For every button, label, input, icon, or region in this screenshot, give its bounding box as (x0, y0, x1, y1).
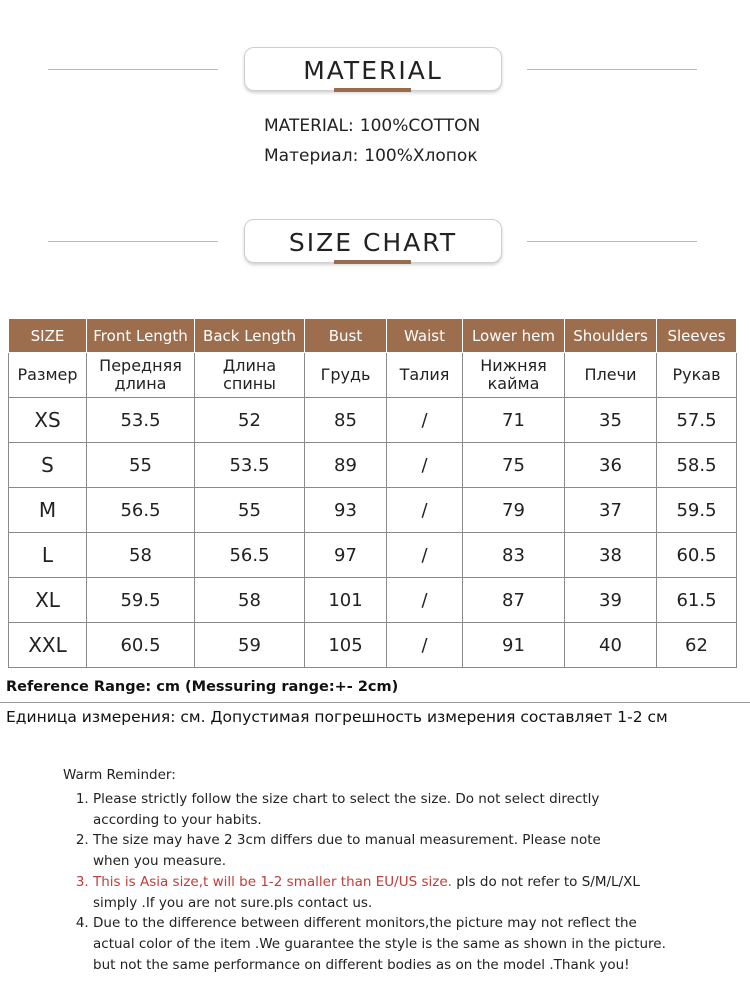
table-cell: 91 (463, 623, 565, 668)
table-cell: 97 (305, 533, 387, 578)
reminder-item (93, 913, 666, 975)
reminder-text: Please strictly follow the size chart to select the size. Do not select directly (93, 791, 600, 807)
table-row (9, 578, 737, 623)
table-cell: 85 (305, 398, 387, 443)
reminder-list (63, 789, 666, 975)
header-cell: SIZE (9, 319, 87, 353)
table-cell: 38 (565, 533, 657, 578)
table-cell: 37 (565, 488, 657, 533)
table-row (9, 488, 737, 533)
table-cell: 40 (565, 623, 657, 668)
table-cell: / (387, 443, 463, 488)
table-cell: 55 (87, 443, 195, 488)
reminder-text-cont: simply .If you are not sure.pls contact us. (93, 894, 373, 911)
size-cell: XL (9, 578, 87, 623)
divider-left (48, 69, 218, 70)
size-cell: XXL (9, 623, 87, 668)
table-cell: 60.5 (87, 623, 195, 668)
header-cell-ru: Плечи (565, 353, 657, 398)
table-cell: 62 (657, 623, 737, 668)
table-cell: 55 (195, 488, 305, 533)
table-cell: 105 (305, 623, 387, 668)
table-cell: 71 (463, 398, 565, 443)
table-cell: 53.5 (87, 398, 195, 443)
reminder-text: pls do not refer to S/M/L/XL (451, 873, 640, 890)
material-section-header (0, 47, 750, 97)
material-label-ru: Материал: (264, 146, 359, 166)
reminder-text-cont: but not the same performance on different bodies as on the model .Thank you! (93, 956, 630, 973)
size-chart-section-header (0, 219, 750, 269)
reference-range-ru: Единица измерения: см. Допустимая погрешность измерения составляет 1-2 см (6, 708, 668, 726)
table-header-row-ru (9, 353, 737, 398)
warm-reminder (63, 767, 666, 975)
header-cell: Front Length (87, 319, 195, 353)
table-cell: 59 (195, 623, 305, 668)
size-cell: XS (9, 398, 87, 443)
header-cell: Back Length (195, 319, 305, 353)
material-value-ru: 100%Хлопок (364, 146, 478, 166)
table-cell: 53.5 (195, 443, 305, 488)
reminder-item (93, 789, 666, 830)
reminder-text: Due to the difference between different monitors,the picture may not reflect the (93, 915, 637, 932)
table-cell: 59.5 (657, 488, 737, 533)
table-cell: 58 (87, 533, 195, 578)
title-accent-bar (334, 88, 411, 92)
reminder-title: Warm Reminder: (63, 767, 176, 783)
header-cell-ru: Талия (387, 353, 463, 398)
size-cell: L (9, 533, 87, 578)
size-chart-table (8, 318, 737, 668)
header-cell-ru: Рукав (657, 353, 737, 398)
material-title: MATERIAL (303, 56, 443, 85)
table-cell: / (387, 398, 463, 443)
material-label: MATERIAL: (264, 116, 354, 136)
table-cell: 59.5 (87, 578, 195, 623)
table-cell: 39 (565, 578, 657, 623)
title-accent-bar (334, 260, 411, 264)
table-cell: 75 (463, 443, 565, 488)
header-cell: Sleeves (657, 319, 737, 353)
size-chart-title: SIZE CHART (288, 228, 458, 257)
header-cell-ru: Нижняя кайма (463, 353, 565, 398)
size-cell: S (9, 443, 87, 488)
header-cell: Shoulders (565, 319, 657, 353)
size-cell: M (9, 488, 87, 533)
reminder-text-cont: actual color of the item .We guarantee the style is the same as shown in the picture. (93, 935, 666, 952)
table-cell: 58.5 (657, 443, 737, 488)
reference-range-en: Reference Range: cm (Messuring range:+- 2cm) (6, 679, 399, 695)
table-cell: 52 (195, 398, 305, 443)
size-chart-title-pill (244, 219, 502, 263)
header-cell: Waist (387, 319, 463, 353)
reminder-item (93, 830, 666, 871)
material-line-ru (264, 146, 478, 166)
header-cell-ru: Длина спины (195, 353, 305, 398)
table-header-row (9, 319, 737, 353)
table-cell: 89 (305, 443, 387, 488)
material-value: 100%COTTON (359, 116, 481, 136)
table-cell: 35 (565, 398, 657, 443)
header-cell-ru: Размер (9, 353, 87, 398)
table-cell: / (387, 623, 463, 668)
table-cell: 60.5 (657, 533, 737, 578)
reminder-warning-text: This is Asia size,t will be 1-2 smaller than EU/US size. (93, 873, 452, 890)
table-cell: 83 (463, 533, 565, 578)
table-cell: / (387, 488, 463, 533)
reminder-text-cont: according to your habits. (93, 811, 262, 828)
table-cell: 101 (305, 578, 387, 623)
header-cell-ru: Грудь (305, 353, 387, 398)
reminder-text: The size may have 2 3cm differs due to manual measurement. Please note (93, 832, 601, 849)
reminder-text-cont: when you measure. (93, 853, 227, 870)
table-cell: 56.5 (195, 533, 305, 578)
table-cell: 87 (463, 578, 565, 623)
header-cell: Lower hem (463, 319, 565, 353)
reminder-item (93, 872, 666, 913)
table-cell: 93 (305, 488, 387, 533)
reference-divider (0, 702, 750, 703)
divider-right (527, 241, 697, 242)
table-row (9, 398, 737, 443)
table-cell: 57.5 (657, 398, 737, 443)
header-cell-ru: Передняя длина (87, 353, 195, 398)
material-line-en (264, 116, 480, 136)
table-cell: 79 (463, 488, 565, 533)
table-cell: 58 (195, 578, 305, 623)
table-row (9, 623, 737, 668)
table-cell: 36 (565, 443, 657, 488)
table-cell: / (387, 533, 463, 578)
divider-right (527, 69, 697, 70)
header-cell: Bust (305, 319, 387, 353)
table-row (9, 533, 737, 578)
table-cell: 61.5 (657, 578, 737, 623)
table-cell: 56.5 (87, 488, 195, 533)
divider-left (48, 241, 218, 242)
material-title-pill (244, 47, 502, 91)
table-cell: / (387, 578, 463, 623)
table-row (9, 443, 737, 488)
